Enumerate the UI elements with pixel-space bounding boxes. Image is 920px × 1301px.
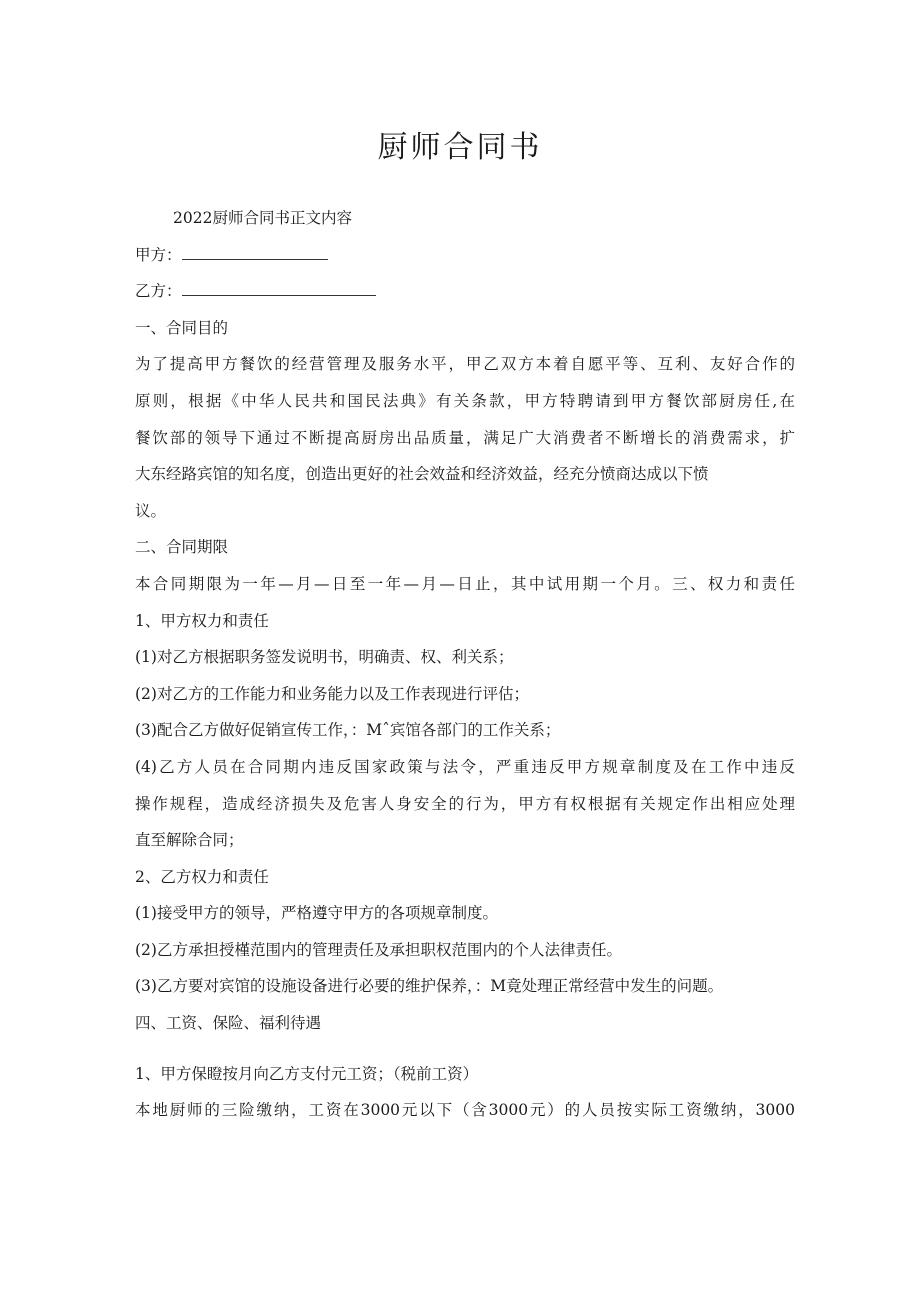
list-item: 直至解除合同； <box>135 831 244 850</box>
paragraph-line: 为了提高甲方餐饮的经营管理及服务水平，甲乙双方本着自愿平等、互利、友好合作的 <box>135 355 795 374</box>
paragraph-line: 原则，根据《中华人民共和国民法典》有关条款，甲方特聘请到甲方餐饮部厨房任,在 <box>135 391 795 410</box>
paragraph-line: 议。 <box>135 501 167 520</box>
party-b-label: 乙方： <box>135 282 182 301</box>
party-a-blank <box>182 243 328 260</box>
party-a-line <box>135 237 795 274</box>
list-item: (2)对乙方的工作能力和业务能力以及工作表现进行评估； <box>135 684 529 703</box>
paragraph-line: 餐饮部的领导下通过不断提高厨房出品质量，满足广大消费者不断增长的消费需求，扩 <box>135 428 795 447</box>
document-title: 厨师合同书 <box>377 130 543 165</box>
party-b-blank <box>182 279 376 296</box>
document-body <box>135 200 795 1129</box>
list-item: (1)接受甲方的领导，严格遵守甲方的各项规章制度。 <box>135 904 498 923</box>
section-heading: 四、工资、保险、福利待遇 <box>135 1014 322 1033</box>
list-item: (3)配合乙方做好促销宣传工作，：Mˆ宾馆各部门的工作关系； <box>135 721 561 740</box>
paragraph-line: 大东经路宾馆的知名度，创造出更好的社会效益和经济效益，经充分愤商达成以下愤 <box>135 465 709 484</box>
section-heading: 二、合同期限 <box>135 538 229 557</box>
list-item: 操作规程，造成经济损失及危害人身安全的行为，甲方有权根据有关规定作出相应处理 <box>135 794 795 813</box>
party-a-label: 甲方： <box>135 245 182 264</box>
list-item: (4)乙方人员在合同期内违反国家政策与法令，严重违反甲方规章制度及在工作中违反 <box>135 757 795 776</box>
list-item: (1)对乙方根据职务签发说明书，明确责、权、利关系； <box>135 648 514 667</box>
paragraph-line: 本合同期限为一年—月—日至一年—月—日止，其中试用期一个月。三、权力和责任 <box>135 574 795 593</box>
party-b-line <box>135 273 795 310</box>
list-item: (2)乙方承担授槿范围内的管理责任及承担职权范围内的个人法律责任。 <box>135 940 622 959</box>
paragraph-line: 本地厨师的三险缴纳，工资在3000元以下（含3000元）的人员按实际工资缴纳，3000 <box>135 1101 795 1120</box>
list-item: (3)乙方要对宾馆的设施设备进行必要的维护保养，：M竟处理正常经营中发生的问题。 <box>135 977 724 996</box>
document-subtitle: 2022厨师合同书正文内容 <box>173 209 352 227</box>
spacer <box>135 1042 795 1056</box>
subsection-heading: 1、甲方权力和责任 <box>135 611 269 630</box>
subsection-heading: 2、乙方权力和责任 <box>135 867 269 886</box>
section-heading: 一、合同目的 <box>135 318 229 337</box>
list-item: 1、甲方保瞪按月向乙方支付元工资；（税前工资） <box>135 1064 479 1083</box>
